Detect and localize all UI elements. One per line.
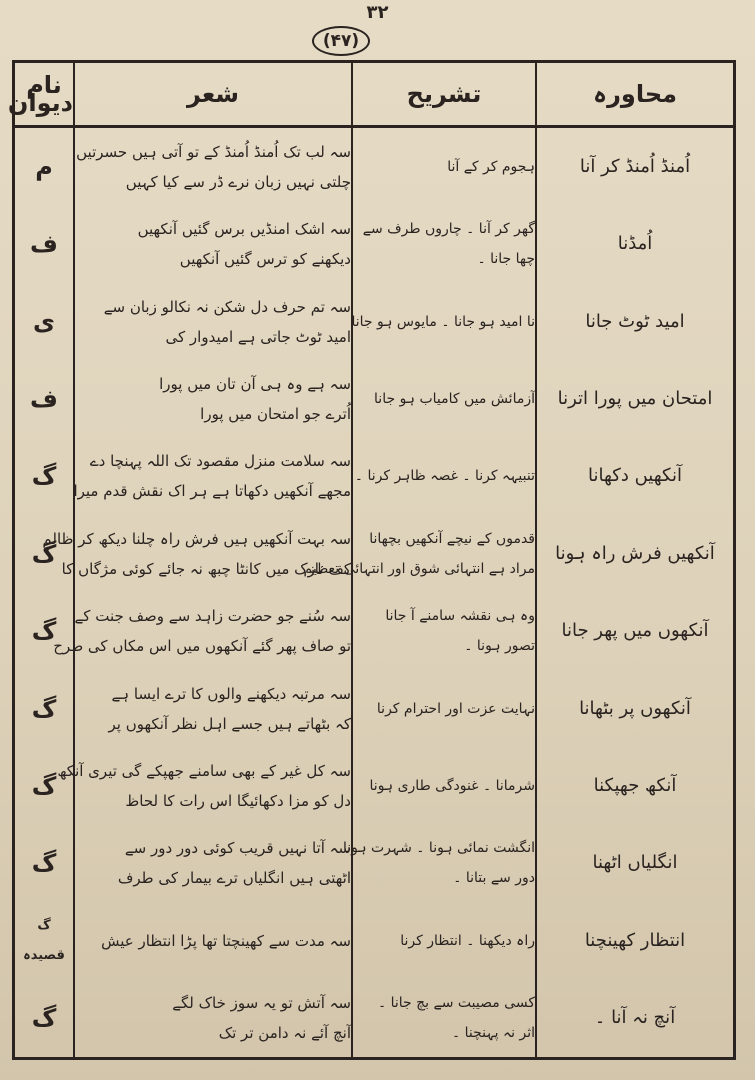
idiom-cell: آنکھوں میں پھر جانا — [536, 592, 735, 669]
verse-line: کہ بٹھاتے ہیں جسے اہل نظر آنکھوں پر — [108, 714, 351, 733]
verse-line: امید ٹوٹ جاتی ہے امیدوار کی — [165, 327, 351, 346]
table-row — [14, 438, 735, 515]
verse-line: اُترے جو امتحان میں پورا — [200, 405, 351, 424]
idiom-cell: آنکھیں فرش راہ ہونا — [536, 515, 735, 592]
verse-line: سہ مدت سے کھینچتا تھا پڑا انتظار عیش — [101, 931, 351, 950]
idiom-cell: اُمڈنا — [536, 206, 735, 283]
explanation-line: نہایت عزت اور احترام کرنا — [376, 700, 535, 717]
explanation-line: شرمانا ۔ غنودگی طاری ہونا — [369, 777, 535, 794]
explanation-line: کسی مصیبت سے بچ جانا ۔ — [377, 995, 535, 1012]
header-diwan: نام دیوان — [14, 62, 75, 127]
explanation-line: دور سے بتانا ۔ — [453, 870, 535, 887]
diwan-cell: گ — [14, 438, 75, 515]
verse-cell — [74, 825, 352, 902]
verse-line: سہ اشک امنڈیں برس گئیں آنکھیں — [137, 220, 351, 239]
verse-line: اٹھتی ہیں انگلیاں ترے بیمار کی طرف — [117, 869, 351, 888]
idiom-cell: آنکھ جھپکنا — [536, 747, 735, 824]
table-row — [14, 825, 735, 902]
table-header-row — [14, 62, 735, 127]
explanation-cell — [352, 670, 536, 747]
explanation-cell — [352, 902, 536, 979]
table-row — [14, 206, 735, 283]
explanation-cell — [352, 360, 536, 437]
idioms-table — [7, 60, 736, 1060]
explanation-line: وہ ہی نقشہ سامنے آ جانا — [385, 608, 535, 625]
diwan-cell: ف — [14, 360, 75, 437]
page-number: ۳۲ — [366, 2, 389, 23]
explanation-cell — [352, 206, 536, 283]
explanation-line: آزمائش میں کامیاب ہو جانا — [374, 391, 535, 408]
explanation-line: تصور ہونا ۔ — [464, 638, 535, 655]
explanation-cell — [352, 747, 536, 824]
table-row — [14, 283, 735, 360]
idiom-cell: آنکھیں دکھانا — [536, 438, 735, 515]
verse-cell — [53, 592, 352, 669]
verse-line: سہ آتش تو یہ سوز خاک لگے — [172, 994, 351, 1013]
diwan-cell: گ — [14, 592, 75, 669]
verse-cell — [57, 747, 352, 824]
explanation-cell — [352, 438, 536, 515]
idiom-cell: اُمنڈ اُمنڈ کر آنا — [536, 127, 735, 206]
explanation-line: اثر نہ پہنچنا ۔ — [451, 1025, 535, 1042]
verse-line: سہ سُنے جو حضرت زاہد سے وصف جنت کے — [74, 607, 351, 626]
idiom-cell: امتحان میں پورا اترنا — [536, 360, 735, 437]
idiom-cell: امید ٹوٹ جانا — [536, 283, 735, 360]
verse-line: سہ بہت آنکھیں ہیں فرش راہ چلنا دیکھ کر ظالم — [42, 529, 351, 548]
verse-line: چلتی نہیں زبان نرے ڈر سے کیا کہیں — [125, 172, 351, 191]
verse-line: سہ مرتبہ دیکھنے والوں کا ترے ایسا ہے — [111, 684, 351, 703]
diwan-cell: گ — [14, 825, 75, 902]
verse-line: کف نازک میں کانٹا چبھ نہ جائے کوئی مژگاں کا — [61, 559, 351, 578]
verse-line: سہ کل غیر کے بھی سامنے جھپکے گی تیری آنکھ — [57, 761, 351, 780]
diwan-cell: گ — [14, 979, 75, 1058]
verse-line: سہ آتا نہیں قریب کوئی دور دور سے — [124, 839, 351, 858]
verse-cell — [74, 438, 352, 515]
explanation-line: راہ دیکھنا ۔ انتظار کرنا — [400, 932, 535, 949]
verse-cell — [74, 979, 352, 1058]
explanation-cell — [352, 592, 536, 669]
page-number-circled: (۴۷) — [312, 26, 370, 56]
verse-line: تو صاف پھر گئے آنکھوں میں اس مکاں کی طرح — [53, 637, 351, 656]
explanation-line: چھا جانا ۔ — [477, 251, 535, 268]
diwan-cell: ف — [14, 206, 75, 283]
table-row — [14, 515, 735, 592]
diwan-cell: گ — [14, 747, 75, 824]
verse-line: سہ سلامت منزل مقصود تک اللہ پہنچا دے — [89, 452, 351, 471]
header-verse: شعر — [74, 62, 352, 127]
explanation-cell — [303, 515, 536, 592]
header-idiom: محاورہ — [536, 62, 735, 127]
idiom-cell: انتظار کھینچنا — [536, 902, 735, 979]
verse-cell — [74, 206, 352, 283]
explanation-line: قدموں کے نیچے آنکھیں بچھانا — [369, 530, 535, 547]
verse-line: مجھے آنکھیں دکھاتا ہے ہر اک نقش قدم میرا — [73, 482, 351, 501]
verse-line: سہ ہے وہ ہی آن تان میں پورا — [159, 375, 351, 394]
explanation-line: تنبیہہ کرنا ۔ غصہ ظاہر کرنا ۔ — [354, 468, 535, 485]
idiom-cell: آنکھوں پر بٹھانا — [536, 670, 735, 747]
table-row — [14, 127, 735, 206]
verse-cell — [74, 283, 352, 360]
explanation-line: نا امید ہو جانا ۔ مایوس ہو جانا — [351, 313, 535, 330]
idiom-cell: آنچ نہ آنا ۔ — [536, 979, 735, 1058]
table-row — [14, 670, 735, 747]
verse-line: دیکھنے کو ترس گئیں آنکھیں — [179, 250, 351, 269]
diwan-cell: م — [14, 127, 75, 206]
table-row — [14, 902, 735, 979]
idiom-cell: انگلیاں اٹھنا — [536, 825, 735, 902]
table-row — [14, 747, 735, 824]
explanation-line: ہجوم کر کے آنا — [447, 158, 535, 175]
explanation-cell — [352, 979, 536, 1058]
diwan-cell: گ — [14, 515, 75, 592]
explanation-cell — [352, 127, 536, 206]
verse-line: آنچ آئے نہ دامن تر تک — [218, 1024, 351, 1043]
verse-cell — [74, 670, 352, 747]
verse-line: سہ لب تک اُمنڈ اُمنڈ کے تو آتی ہیں حسرتیں — [76, 142, 351, 161]
diwan-cell: گ قصیدہ — [14, 902, 75, 979]
verse-cell — [42, 515, 352, 592]
diwan-cell: گ — [14, 670, 75, 747]
verse-cell — [74, 360, 352, 437]
verse-cell — [74, 127, 352, 206]
explanation-line: انگشت نمائی ہونا ۔ شہرت ہونا — [342, 840, 535, 857]
explanation-cell — [352, 283, 536, 360]
table-body — [14, 127, 735, 1059]
explanation-line: مراد ہے انتہائی شوق اور انتہائی تعظیم — [303, 560, 535, 577]
table-row — [14, 592, 735, 669]
table-row — [14, 979, 735, 1058]
verse-line: سہ تم حرف دل شکن نہ نکالو زبان سے — [103, 297, 351, 316]
header-explanation: تشریح — [352, 62, 536, 127]
diwan-cell: ی — [14, 283, 75, 360]
explanation-cell — [342, 825, 536, 902]
table-row — [14, 360, 735, 437]
verse-line: دل کو مزا دکھائیگا اس رات کا لحاظ — [125, 791, 351, 810]
explanation-line: گھر کر آنا ۔ چاروں طرف سے — [362, 221, 535, 238]
verse-cell — [74, 902, 352, 979]
